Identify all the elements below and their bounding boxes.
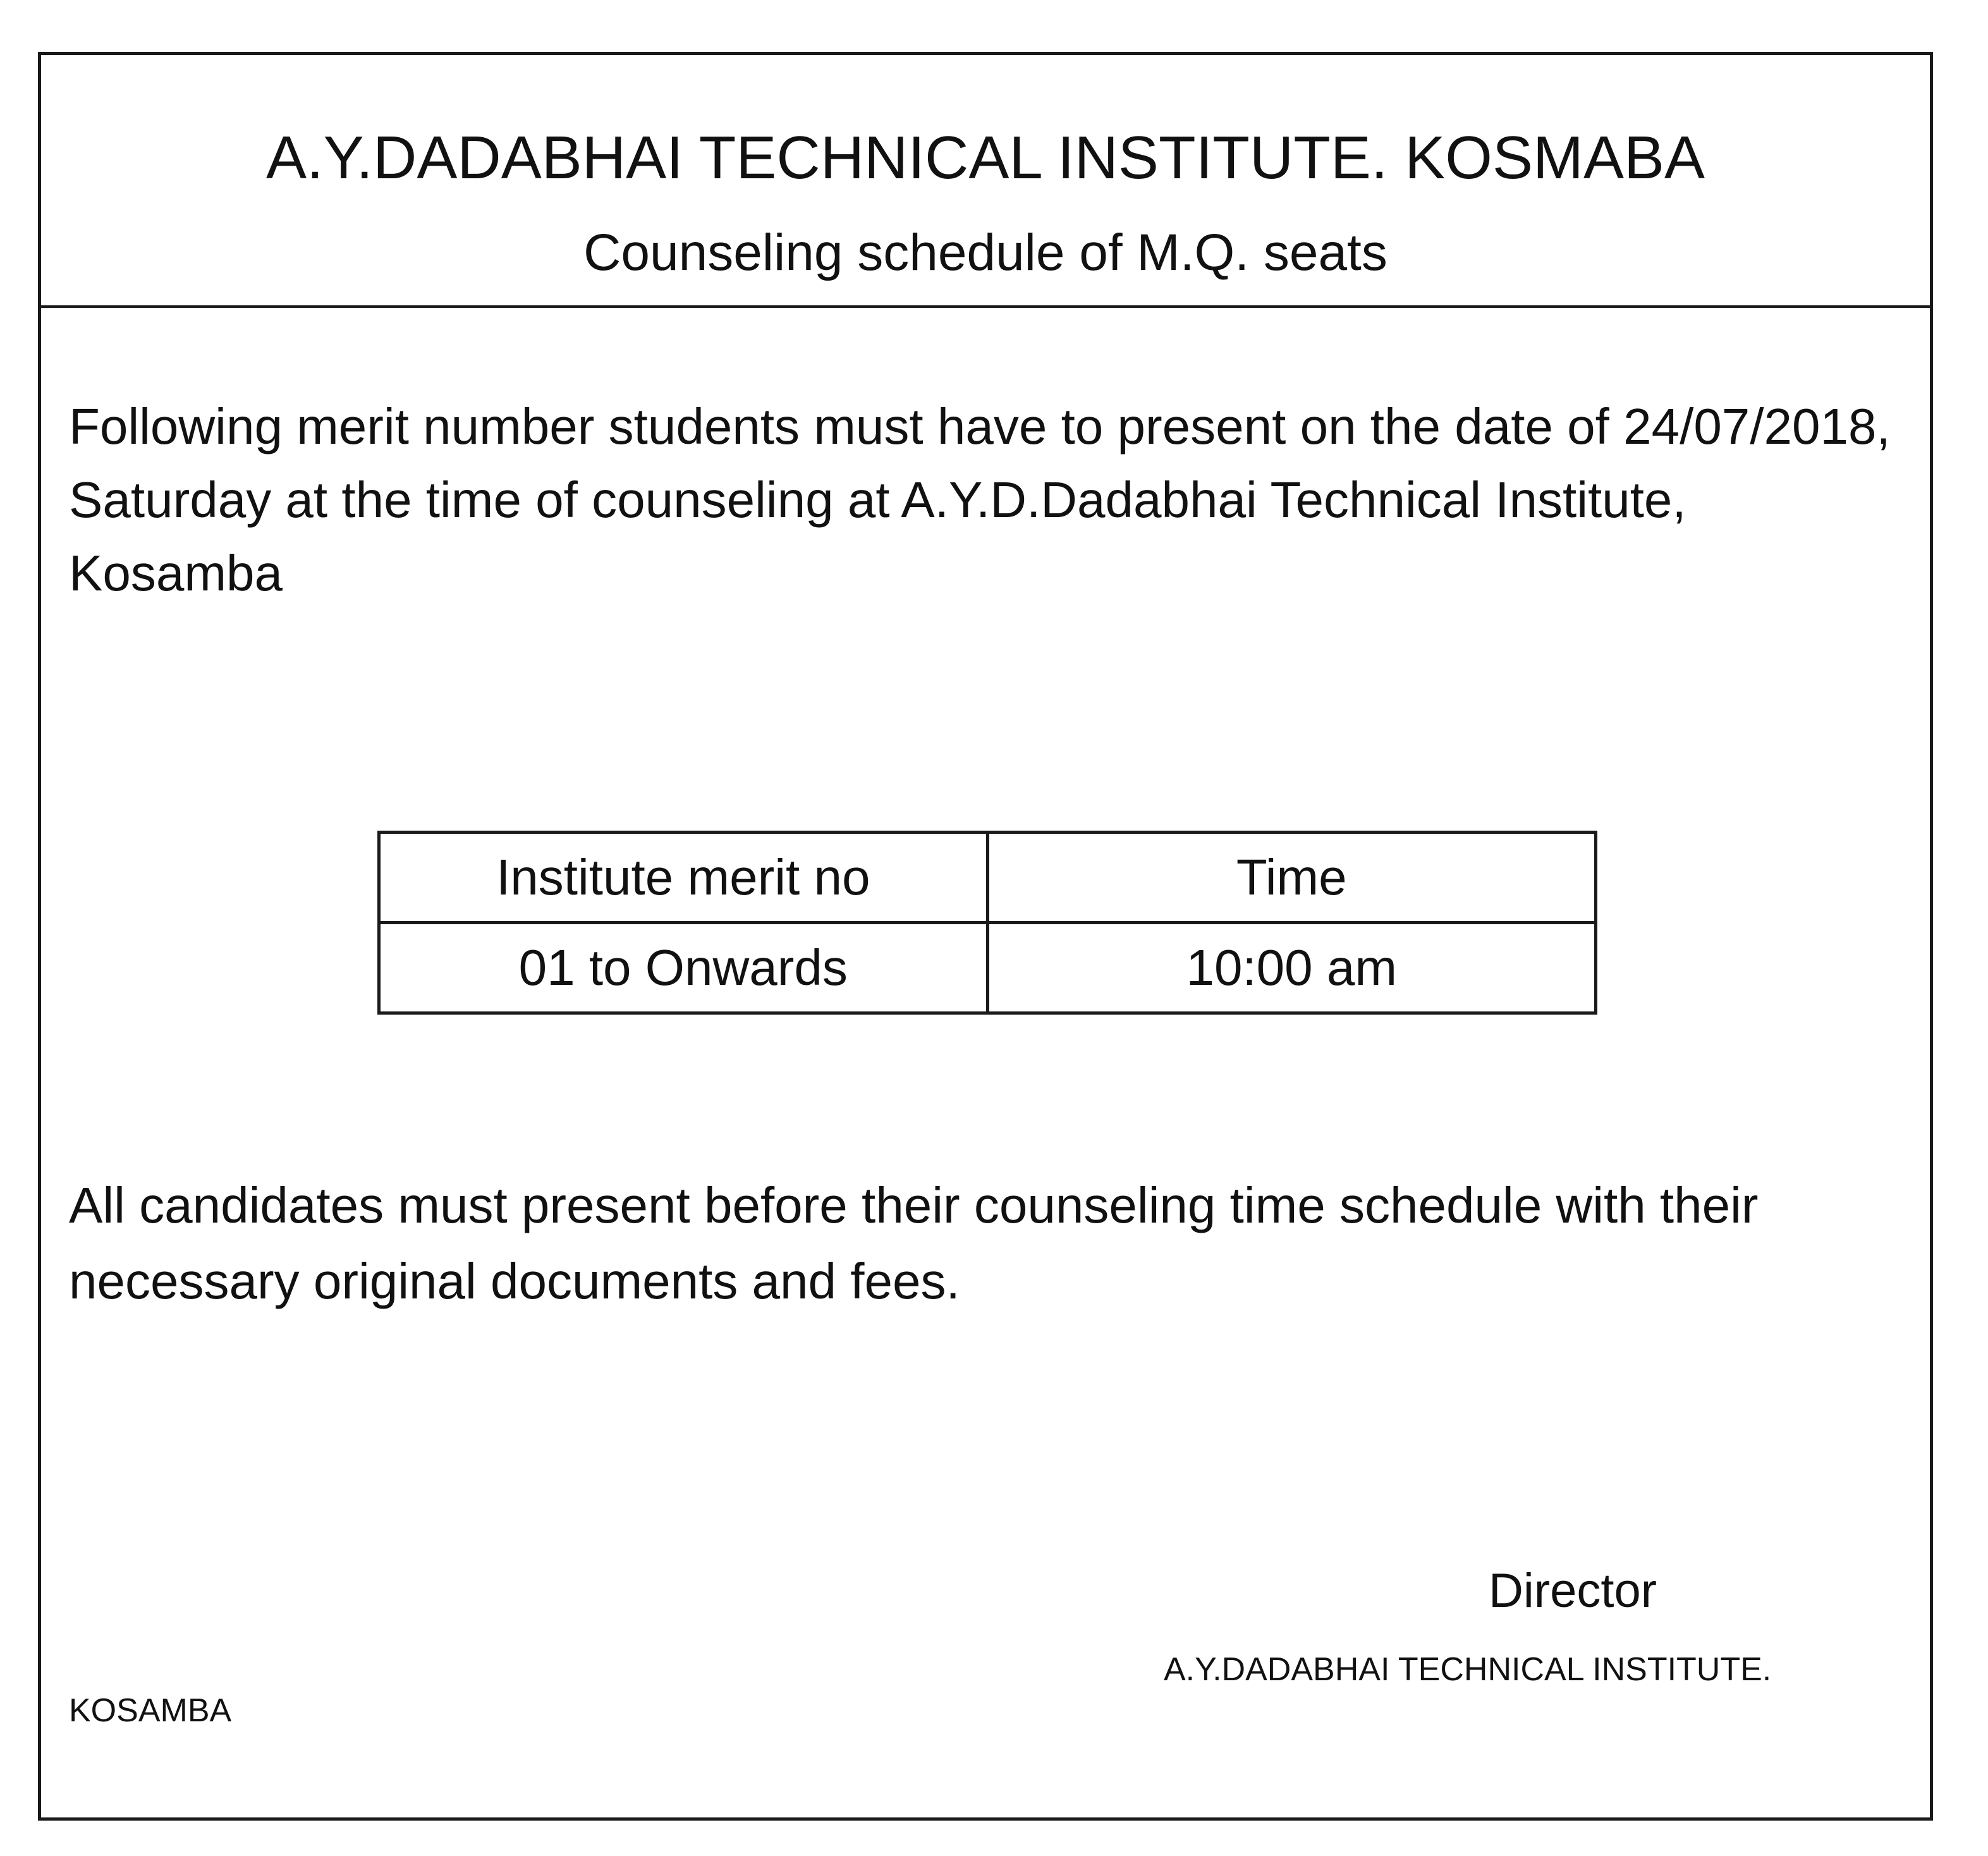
signatory-title: Director (1489, 1564, 1657, 1618)
cell-merit-range: 01 to Onwards (379, 923, 988, 1013)
header-time: Time (987, 833, 1596, 923)
intro-paragraph: Following merit number students must have to present on the date of 24/07/2018, Saturday at the time of counseling at A.Y.D.Dadabhai Technical Institute, Kosamba (69, 398, 1891, 601)
instructions-paragraph: All candidates must present before their counseling time schedule with their necessary original documents and fees. (69, 1177, 1759, 1309)
place-name: KOSAMBA (69, 1692, 232, 1729)
institute-title: A.Y.DADABHAI TECHNICAL INSTITUTE. KOSMABA (265, 124, 1705, 192)
notice-frame (38, 52, 1933, 1821)
cell-time: 10:00 am (987, 923, 1596, 1013)
table-header-row (379, 833, 1596, 923)
header-merit-no: Institute merit no (379, 833, 988, 923)
signatory-institute: A.Y.DADABHAI TECHNICAL INSTITUTE. (1164, 1651, 1772, 1688)
notice-header (41, 55, 1930, 308)
table-row (379, 923, 1596, 1013)
schedule-table (377, 831, 1597, 1015)
notice-subtitle: Counseling schedule of M.Q. seats (583, 224, 1387, 281)
